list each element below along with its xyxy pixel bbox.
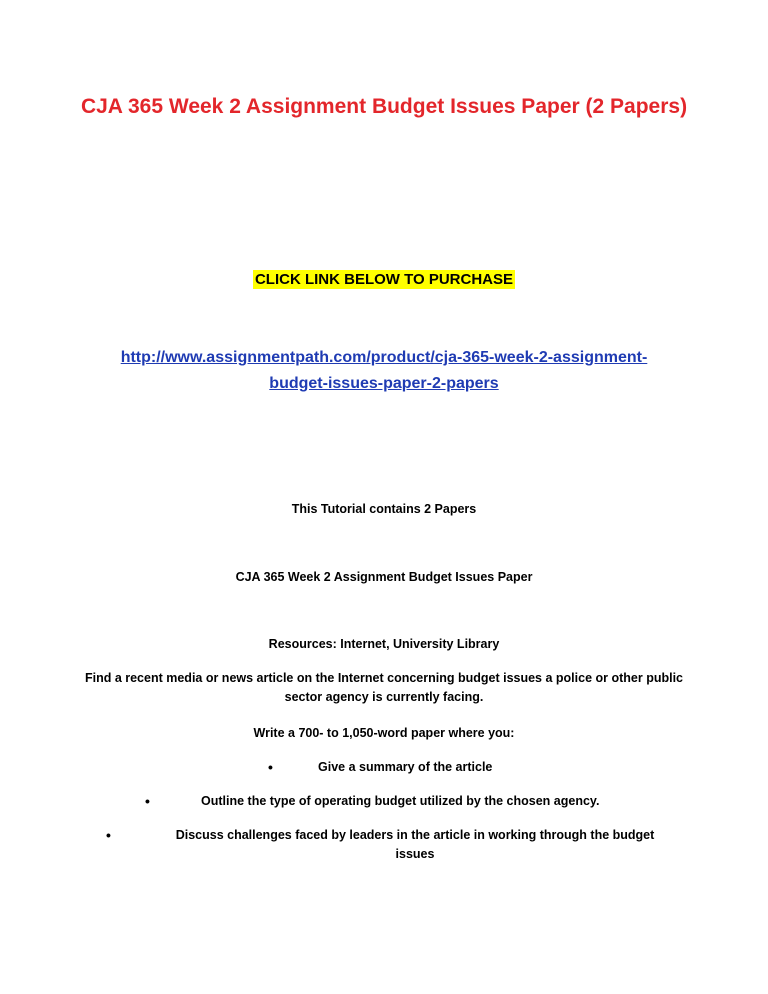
purchase-callout-text: CLICK LINK BELOW TO PURCHASE: [254, 271, 514, 288]
instructions-paragraph: Find a recent media or news article on the Internet concerning budget issues a police or other public sector agency is currently facing.: [84, 671, 684, 704]
resources-line: Resources: Internet, University Library: [268, 637, 500, 651]
product-link[interactable]: http://www.assignmentpath.com/product/cja-365-week-2-assignment-budget-issues-paper-2-papers: [120, 349, 648, 392]
list-item: [268, 758, 528, 778]
list-item: [145, 792, 645, 812]
bullet-icon: •: [145, 793, 150, 809]
tutorial-note: This Tutorial contains 2 Papers: [291, 502, 477, 516]
bullet-icon: •: [268, 759, 273, 775]
bullet-icon: •: [106, 827, 111, 843]
list-item-text: Give a summary of the article: [318, 760, 493, 774]
write-prompt: Write a 700- to 1,050-word paper where you:: [253, 726, 515, 740]
list-item-text: Discuss challenges faced by leaders in the article in working through the budget issues: [175, 828, 655, 861]
list-item: [106, 826, 686, 866]
paper-subtitle: CJA 365 Week 2 Assignment Budget Issues Paper: [235, 570, 533, 584]
list-item-text: Outline the type of operating budget utilized by the chosen agency.: [201, 794, 600, 808]
document-title: CJA 365 Week 2 Assignment Budget Issues Paper (2 Papers): [80, 95, 688, 118]
purchase-callout: [0, 270, 768, 290]
